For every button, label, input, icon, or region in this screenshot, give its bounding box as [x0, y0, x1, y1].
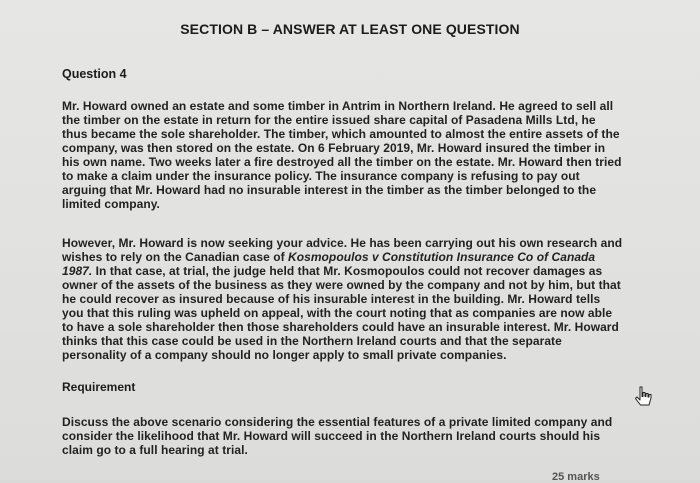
- case-citation: Kosmopoulos v Constitution Insurance Co of Canada 1987.: [62, 250, 596, 278]
- section-title: SECTION B – ANSWER AT LEAST ONE QUESTION: [180, 21, 520, 37]
- question-title: Question 4: [62, 67, 127, 81]
- paragraph-2-body: In that case, at trial, the judge held that Mr. Kosmopoulos could not recover damages as owner of the assets of the business as they were owned by the company and not by him, but that he could recover as insured because of his insurable interest in the building. Mr. Howard tells you that this ruling was upheld on appeal, with the court noting that as companies are now able to have a sole shareholder then those shareholders could have an insurable interest. Mr. Howard thinks that this case could be used in the Northern Ireland courts and that the separate personality of a company should no longer apply to small private companies.: [62, 264, 621, 362]
- scenario-paragraph-2: [62, 236, 624, 362]
- pointer-cursor-icon: [634, 386, 654, 408]
- scenario-paragraph-1: Mr. Howard owned an estate and some timber in Antrim in Northern Ireland. He agreed to sell all the timber on the estate in return for the entire issued share capital of Pasadena Mills Ltd, he thus became the sole shareholder. The timber, which amounted to almost the entire assets of the company, was then stored on the estate. On 6 February 2019, Mr. Howard insured the timber in his own name. Two weeks later a fire destroyed all the timber on the estate. Mr. Howard then tried to make a claim under the insurance policy. The insurance company is refusing to pay out arguing that Mr. Howard had no insurable interest in the timber as the timber belonged to the limited company.: [62, 99, 622, 211]
- requirement-title: Requirement: [62, 380, 136, 394]
- paragraph-2-intro: However, Mr. Howard is now seeking your advice. He has been carrying out his own research and wishes to rely on the Canadian case of: [62, 236, 623, 264]
- marks-label: 25 marks: [552, 471, 600, 483]
- requirement-text: Discuss the above scenario considering the essential features of a private limited company and consider the likelihood that Mr. Howard will succeed in the Northern Ireland courts should his claim go to a full hearing at trial.: [62, 415, 613, 457]
